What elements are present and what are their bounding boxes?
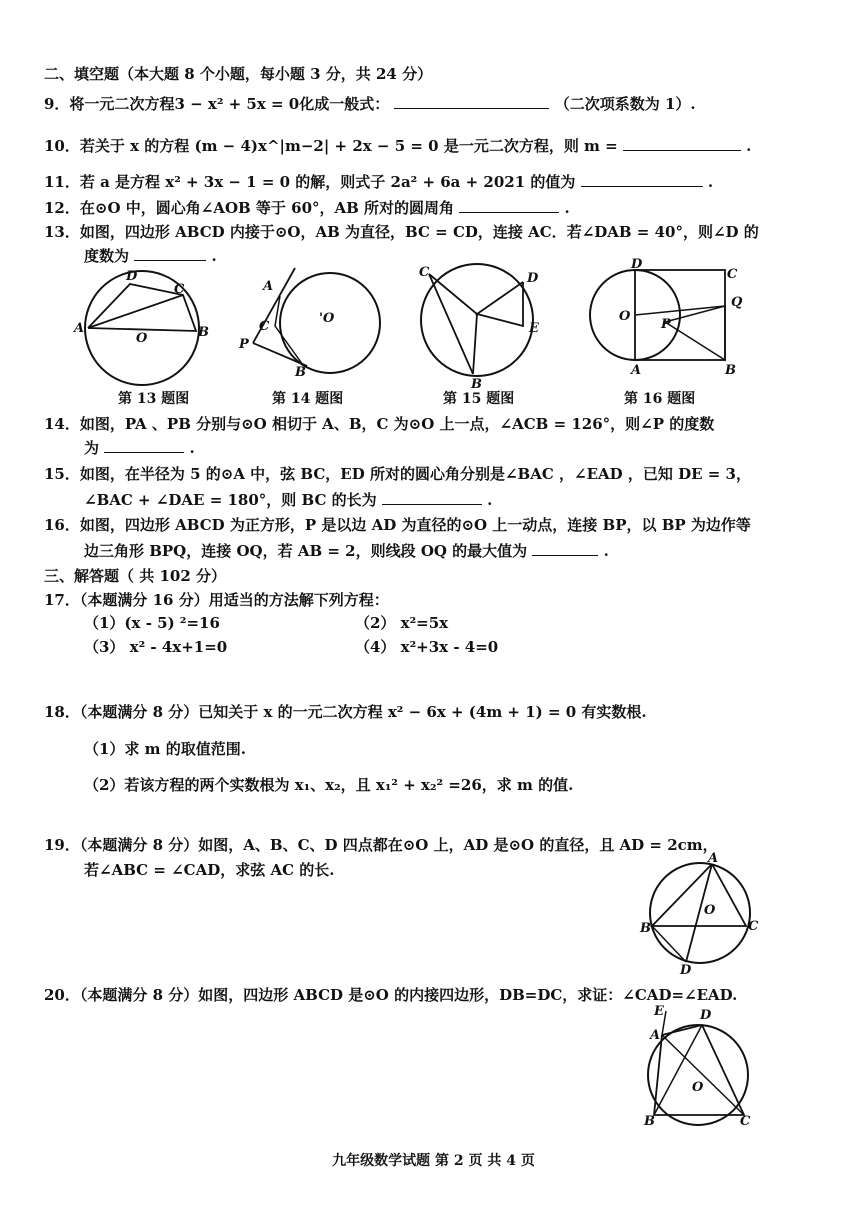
svg-text:C: C (727, 267, 738, 282)
q17-part-1: （1）(x - 5) ²=16 (84, 614, 220, 632)
q10-suffix: . (746, 137, 752, 155)
q15-answer-blank[interactable] (382, 490, 482, 505)
svg-text:B: B (640, 921, 651, 936)
q10-answer-blank[interactable] (623, 136, 741, 151)
q14-answer-blank[interactable] (104, 438, 184, 453)
q9-answer-blank[interactable] (394, 94, 549, 109)
figure-14 (235, 268, 385, 388)
svg-text:A: A (631, 363, 642, 378)
figure-13 (70, 268, 210, 388)
q12-suffix: . (564, 199, 570, 217)
q16-answer-blank[interactable] (532, 541, 598, 556)
svg-text:B: B (198, 325, 209, 340)
q12-answer-blank[interactable] (459, 198, 559, 213)
svg-text:A: A (708, 851, 719, 866)
svg-text:'O: 'O (319, 311, 335, 326)
caption-figure-16: 第 16 题图 (624, 391, 696, 407)
figure-19 (640, 851, 760, 978)
figure-20 (640, 1004, 760, 1129)
q16-label: 边三角形 BPQ，连接 OQ，若 AB = 2，则线段 OQ 的最大值为 (84, 542, 528, 560)
question-19-line1: 19．（本题满分 8 分）如图，A、B、C、D 四点都在⊙O 上，AD 是⊙O 的直径，且 AD = 2cm， (44, 836, 718, 854)
svg-text:C: C (419, 265, 430, 280)
q16-suffix: . (603, 542, 609, 560)
question-13-line1: 13．如图，四边形 ABCD 内接于⊙O，AB 为直径，BC = CD，连接 AC．若∠DAB = 40°，则∠D 的 (44, 223, 759, 241)
svg-text:B: B (295, 365, 306, 380)
svg-text:C: C (174, 282, 185, 297)
q11-suffix: . (707, 173, 714, 191)
q13-answer-blank[interactable] (134, 246, 206, 261)
caption-figure-13: 第 13 题图 (118, 391, 190, 407)
svg-text:O: O (704, 903, 716, 918)
svg-text:P: P (239, 337, 249, 352)
q18-part-1: （1）求 m 的取值范围. (84, 740, 246, 758)
question-14-line1: 14．如图，PA 、PB 分别与⊙O 相切于 A、B，C 为⊙O 上一点，∠ACB = 126°，则∠P 的度数 (44, 415, 715, 433)
svg-text:O: O (692, 1080, 704, 1095)
svg-text:B: B (644, 1114, 655, 1129)
q14-label: 为 (84, 439, 100, 457)
svg-text:A: A (263, 279, 274, 294)
svg-text:D: D (680, 963, 692, 978)
svg-text:D: D (700, 1008, 712, 1023)
question-9 (44, 94, 696, 114)
q11-answer-blank[interactable] (581, 172, 703, 187)
section-2-heading: 二、填空题（本大题 8 个小题，每小题 3 分，共 24 分） (44, 65, 433, 83)
svg-text:C: C (740, 1114, 751, 1129)
question-13-line2 (84, 246, 217, 266)
svg-text:P: P (661, 317, 671, 332)
q11-text: 11．若 a 是方程 x² + 3x − 1 = 0 的解，则式子 2a² + 6a + 2021 的值为 (44, 173, 576, 191)
question-10 (44, 136, 751, 156)
q17-part-3: （3） x² - 4x+1=0 (84, 638, 228, 656)
svg-text:B: B (725, 363, 736, 378)
svg-text:D: D (527, 271, 539, 286)
svg-text:Q: Q (731, 295, 743, 310)
q10-text: 10．若关于 x 的方程 (m − 4)x^|m−2| + 2x − 5 = 0 是一元二次方程，则 m = (44, 137, 618, 155)
figure-15 (415, 262, 555, 392)
svg-text:E: E (654, 1004, 664, 1019)
figure-16 (595, 257, 745, 382)
question-11 (44, 172, 713, 192)
q9-suffix: （二次项系数为 1）. (554, 95, 696, 113)
q17-part-4: （4） x²+3x - 4=0 (355, 638, 499, 656)
question-19-line2: 若∠ABC = ∠CAD，求弦 AC 的长. (84, 861, 335, 879)
svg-text:O: O (136, 331, 148, 346)
svg-text:A: A (650, 1028, 661, 1043)
q13-label: 度数为 (84, 247, 130, 265)
section-3-heading: 三、解答题（ 共 102 分） (44, 567, 226, 585)
q9-text: 9．将一元二次方程3 − x² + 5x = 0化成一般式： (44, 95, 390, 113)
question-18-title: 18．（本题满分 8 分）已知关于 x 的一元二次方程 x² − 6x + (4m + 1) = 0 有实数根. (44, 703, 647, 721)
svg-text:B: B (471, 377, 482, 392)
question-15-line1: 15．如图，在半径为 5 的⊙A 中，弦 BC，ED 所对的圆心角分别是∠BAC ，∠EAD ，已知 DE = 3， (44, 465, 751, 483)
caption-figure-15: 第 15 题图 (443, 391, 515, 407)
q13-suffix: . (211, 247, 217, 265)
q17-part-2: （2） x²=5x (355, 614, 449, 632)
page-footer: 九年级数学试题 第 2 页 共 4 页 (332, 1153, 535, 1169)
question-14-line2 (84, 438, 195, 458)
question-17-title: 17．（本题满分 16 分）用适当的方法解下列方程： (44, 591, 389, 609)
svg-text:D: D (631, 257, 643, 272)
question-20-line1: 20．（本题满分 8 分）如图，四边形 ABCD 是⊙O 的内接四边形，DB=DC，求证：∠CAD=∠EAD. (44, 986, 738, 1004)
svg-text:D: D (126, 269, 138, 284)
q15-label: ∠BAC + ∠DAE = 180°，则 BC 的长为 (84, 491, 377, 509)
q12-text: 12．在⊙O 中，圆心角∠AOB 等于 60°，AB 所对的圆周角 (44, 199, 455, 217)
svg-text:O: O (619, 309, 631, 324)
svg-text:E: E (529, 321, 539, 336)
svg-text:C: C (259, 319, 270, 334)
q15-suffix: . (487, 491, 493, 509)
question-16-line2 (84, 541, 609, 561)
question-12 (44, 198, 570, 218)
q18-part-2: （2）若该方程的两个实数根为 x₁、x₂，且 x₁² + x₂² =26，求 m 的值. (84, 776, 574, 794)
svg-text:A: A (74, 321, 85, 336)
svg-text:C: C (748, 919, 759, 934)
caption-figure-14: 第 14 题图 (272, 391, 344, 407)
q14-suffix: . (189, 439, 195, 457)
question-15-line2 (84, 490, 492, 510)
question-16-line1: 16．如图，四边形 ABCD 为正方形，P 是以边 AD 为直径的⊙O 上一动点，连接 BP，以 BP 为边作等 (44, 516, 751, 534)
